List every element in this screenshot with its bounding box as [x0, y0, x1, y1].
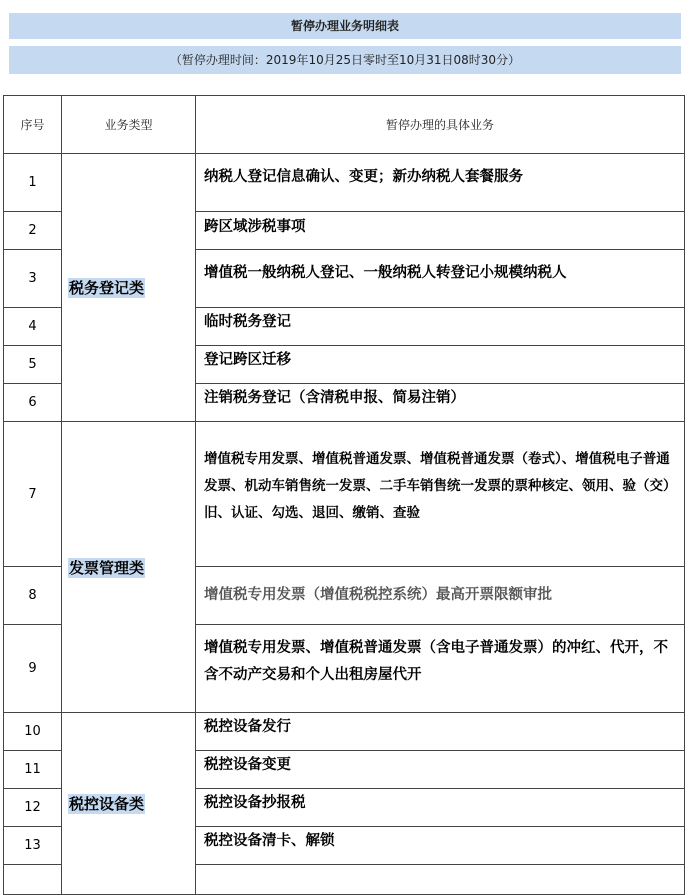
- business-table: [3, 95, 685, 895]
- row-detail: 临时税务登记: [196, 308, 685, 346]
- row-detail: 登记跨区迁移: [196, 346, 685, 384]
- row-seq: 3: [4, 250, 62, 308]
- table-row: [4, 713, 685, 751]
- row-seq: 2: [4, 212, 62, 250]
- row-seq: 10: [4, 713, 62, 751]
- row-seq: 6: [4, 384, 62, 422]
- category-label: 发票管理类: [69, 558, 145, 577]
- header-detail: 暂停办理的具体业务: [196, 96, 685, 154]
- category-label: 税务登记类: [69, 279, 145, 297]
- row-detail: 税控设备抄报税: [196, 789, 685, 827]
- row-detail: 纳税人登记信息确认、变更；新办纳税人套餐服务: [196, 154, 685, 212]
- row-detail: 跨区域涉税事项: [196, 212, 685, 250]
- header-row: [4, 96, 685, 154]
- row-detail: 增值税专用发票（增值税税控系统）最高开票限额审批: [196, 567, 685, 625]
- row-seq: 13: [4, 827, 62, 865]
- table-row: [4, 154, 685, 212]
- row-seq: 1: [4, 154, 62, 212]
- row-seq: 9: [4, 625, 62, 713]
- row-detail: 增值税专用发票、增值税普通发票、增值税普通发票（卷式）、增值税电子普通发票、机动车销售统一发票、二手车销售统一发票的票种核定、领用、验（交）旧、认证、勾选、退回、缴销、查验: [196, 422, 685, 567]
- category-cell: [62, 154, 196, 422]
- row-seq: 5: [4, 346, 62, 384]
- row-seq-empty: [4, 865, 62, 895]
- row-detail: 增值税专用发票、增值税普通发票（含电子普通发票）的冲红、代开，不含不动产交易和个人出租房屋代开: [196, 625, 685, 713]
- row-seq: 8: [4, 567, 62, 625]
- table-title: 暂停办理业务明细表: [9, 13, 681, 39]
- row-seq: 7: [4, 422, 62, 567]
- row-detail: 税控设备发行: [196, 713, 685, 751]
- row-seq: 12: [4, 789, 62, 827]
- header-seq: 序号: [4, 96, 62, 154]
- row-detail-empty: [196, 865, 685, 895]
- table-row: [4, 422, 685, 567]
- header-type: 业务类型: [62, 96, 196, 154]
- row-detail: 税控设备清卡、解锁: [196, 827, 685, 865]
- category-label: 税控设备类: [69, 795, 145, 813]
- row-detail: 税控设备变更: [196, 751, 685, 789]
- category-cell: [62, 422, 196, 713]
- row-seq: 4: [4, 308, 62, 346]
- category-cell: [62, 713, 196, 895]
- row-detail: 增值税一般纳税人登记、一般纳税人转登记小规模纳税人: [196, 250, 685, 308]
- row-seq: 11: [4, 751, 62, 789]
- suspension-period: （暂停办理时间：2019年10月25日零时至10月31日08时30分）: [9, 46, 681, 74]
- row-detail: 注销税务登记（含清税申报、简易注销）: [196, 384, 685, 422]
